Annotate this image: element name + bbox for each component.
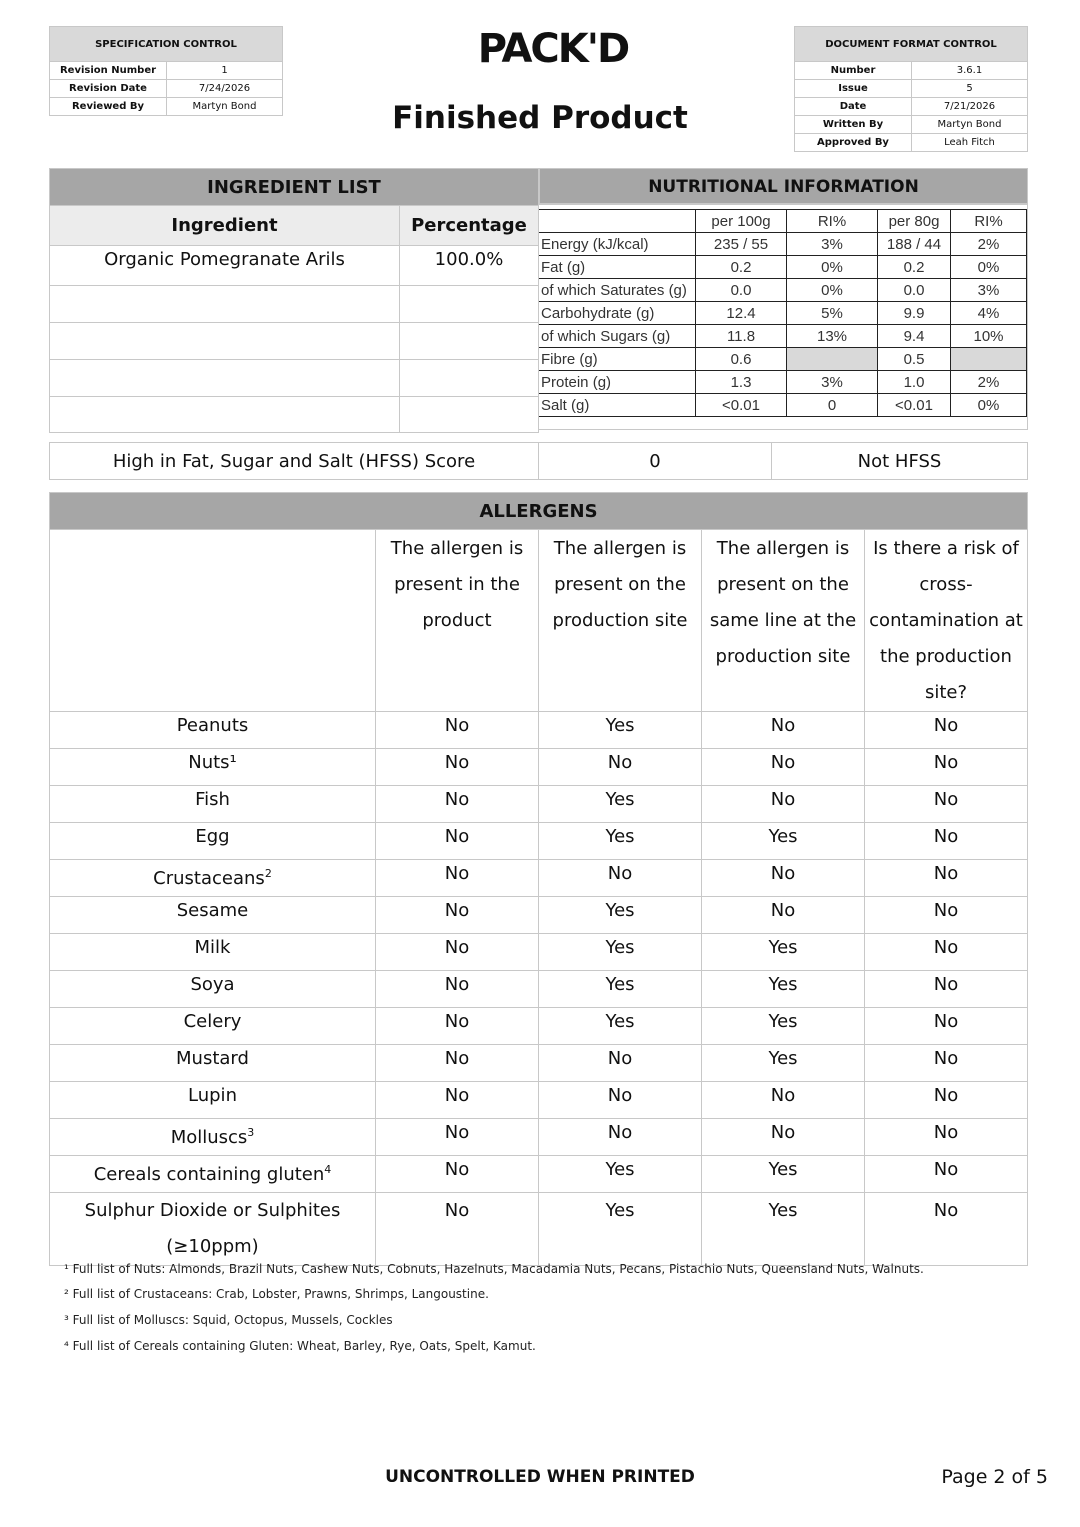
allergen-name-cell (50, 1119, 376, 1156)
footnote-nuts: ¹ Full list of Nuts: Almonds, Brazil Nuts, Cashew Nuts, Cobnuts, Hazelnuts, Macadamia Nuts, Pecans, Pistachio Nuts, Queensland Nuts, Walnuts. (64, 1262, 924, 1276)
ingredient-row (50, 360, 539, 397)
allergen-name-cell (50, 1156, 376, 1193)
footnote-crustaceans: ² Full list of Crustaceans: Crab, Lobster, Prawns, Shrimps, Langoustine. (64, 1287, 489, 1301)
reviewed-by-value: Martyn Bond (167, 98, 283, 116)
allergen-name: Sesame (50, 897, 376, 934)
ingredient-list-title: INGREDIENT LIST (50, 169, 539, 206)
ingredient-name (50, 360, 400, 397)
doc-control-row (795, 80, 1028, 98)
allergen-value: No (376, 1156, 539, 1193)
nutrient-per80: <0.01 (878, 394, 951, 417)
allergen-footnote-ref: 3 (247, 1126, 255, 1139)
nutrient-per100: 1.3 (696, 371, 787, 394)
uncontrolled-notice: UNCONTROLLED WHEN PRINTED (385, 1467, 695, 1487)
ingredient-percentage (400, 323, 539, 360)
ingredient-name (50, 323, 400, 360)
nutrient-per80: 0.5 (878, 348, 951, 371)
nutrient-per100: 12.4 (696, 302, 787, 325)
allergen-value: Yes (539, 1156, 702, 1193)
nutrition-header-per100: per 100g (696, 210, 787, 233)
ingredient-row (50, 286, 539, 323)
allergen-value: No (865, 971, 1028, 1008)
allergen-value: No (376, 749, 539, 786)
nutrient-label: Energy (kJ/kcal) (539, 233, 696, 256)
allergen-value: No (865, 1193, 1028, 1266)
allergen-value: No (539, 1119, 702, 1156)
allergen-name: Peanuts (50, 712, 376, 749)
allergen-value: No (376, 1008, 539, 1045)
nutrient-ri100 (787, 348, 878, 371)
written-by-value: Martyn Bond (912, 116, 1028, 134)
approved-by-label: Approved By (795, 134, 912, 152)
allergen-value: No (376, 1082, 539, 1119)
nutrition-header-ri100: RI% (787, 210, 878, 233)
doc-issue-label: Issue (795, 80, 912, 98)
reviewed-by-label: Reviewed By (50, 98, 167, 116)
allergen-col-present-site: The allergen is present on the production site (539, 530, 702, 712)
allergen-footnote-ref: 2 (264, 867, 272, 880)
allergen-value: No (376, 786, 539, 823)
allergen-value: No (865, 712, 1028, 749)
nutrient-ri80: 3% (951, 279, 1027, 302)
nutrition-row (539, 256, 1027, 279)
nutrient-ri100: 3% (787, 371, 878, 394)
page-number: Page 2 of 5 (941, 1466, 1048, 1488)
allergen-value: No (539, 860, 702, 897)
allergens-title: ALLERGENS (50, 493, 1028, 530)
allergen-name: Cereals containing gluten (93, 1164, 325, 1185)
allergen-name: Celery (50, 1008, 376, 1045)
nutrient-label: Salt (g) (539, 394, 696, 417)
allergen-name-col-header (50, 530, 376, 712)
allergen-value: No (865, 823, 1028, 860)
allergen-value: No (865, 1082, 1028, 1119)
allergen-row (50, 897, 1028, 934)
spec-control-title: SPECIFICATION CONTROL (50, 27, 283, 62)
nutrition-header-per80: per 80g (878, 210, 951, 233)
allergen-col-present-product: The allergen is present in the product (376, 530, 539, 712)
allergen-value: No (865, 1008, 1028, 1045)
allergen-value: No (376, 1193, 539, 1266)
spec-control-table (49, 26, 283, 116)
allergen-value: Yes (702, 1045, 865, 1082)
allergen-value: No (865, 934, 1028, 971)
nutrient-per80: 0.2 (878, 256, 951, 279)
nutrient-per80: 0.0 (878, 279, 951, 302)
allergen-name: Soya (50, 971, 376, 1008)
allergen-value: Yes (539, 934, 702, 971)
allergen-value: No (865, 1045, 1028, 1082)
nutrition-row (539, 348, 1027, 371)
allergen-value: No (539, 749, 702, 786)
ingredient-table (49, 168, 539, 433)
nutrition-row (539, 371, 1027, 394)
nutrient-ri100: 0 (787, 394, 878, 417)
allergen-row (50, 712, 1028, 749)
nutrition-row (539, 302, 1027, 325)
allergen-name: Milk (50, 934, 376, 971)
allergen-name: Egg (50, 823, 376, 860)
spec-control-row (50, 62, 283, 80)
allergen-value: Yes (702, 823, 865, 860)
allergen-value: No (865, 1156, 1028, 1193)
written-by-label: Written By (795, 116, 912, 134)
allergen-value: Yes (539, 1008, 702, 1045)
nutrient-ri100: 0% (787, 256, 878, 279)
allergen-row (50, 1156, 1028, 1193)
allergen-name: Crustaceans (153, 868, 265, 889)
allergen-value: No (539, 1045, 702, 1082)
allergen-value: No (702, 712, 865, 749)
nutrition-header-blank (539, 210, 696, 233)
ingredient-row (50, 323, 539, 360)
ingredient-name (50, 286, 400, 323)
nutrition-title: NUTRITIONAL INFORMATION (539, 168, 1028, 204)
doc-number-label: Number (795, 62, 912, 80)
nutrient-ri80: 0% (951, 394, 1027, 417)
hfss-result: Not HFSS (772, 443, 1028, 480)
allergen-value: Yes (539, 897, 702, 934)
footnote-molluscs: ³ Full list of Molluscs: Squid, Octopus, Mussels, Cockles (64, 1313, 393, 1327)
allergen-row (50, 934, 1028, 971)
allergen-value: No (376, 1119, 539, 1156)
nutrient-label: Fat (g) (539, 256, 696, 279)
nutrient-label: Carbohydrate (g) (539, 302, 696, 325)
allergen-name: Molluscs (170, 1127, 248, 1148)
allergen-value: No (376, 712, 539, 749)
allergen-value: No (702, 1082, 865, 1119)
allergen-value: No (376, 934, 539, 971)
nutrient-label: of which Sugars (g) (539, 325, 696, 348)
doc-control-table (794, 26, 1028, 152)
nutrient-per100: 11.8 (696, 325, 787, 348)
allergen-value: Yes (702, 934, 865, 971)
doc-issue-value: 5 (912, 80, 1028, 98)
allergen-value: Yes (702, 1193, 865, 1266)
allergen-name: Nuts¹ (50, 749, 376, 786)
allergen-value: Yes (539, 786, 702, 823)
ingredient-row (50, 397, 539, 433)
percentage-col-header: Percentage (400, 206, 539, 246)
allergen-col-same-line: The allergen is present on the same line at the production site (702, 530, 865, 712)
allergen-row (50, 823, 1028, 860)
nutrition-table (539, 209, 1027, 417)
hfss-table (49, 442, 1028, 480)
ingredient-row (50, 246, 539, 286)
nutrient-per80: 1.0 (878, 371, 951, 394)
allergen-value: No (702, 749, 865, 786)
nutrient-ri100: 5% (787, 302, 878, 325)
revision-date-value: 7/24/2026 (167, 80, 283, 98)
footnote-cereals: ⁴ Full list of Cereals containing Gluten: Wheat, Barley, Rye, Oats, Spelt, Kamut. (64, 1339, 536, 1353)
brand-logo: PACK'D (477, 26, 629, 72)
allergen-row (50, 749, 1028, 786)
nutrient-label: of which Saturates (g) (539, 279, 696, 302)
doc-number-value: 3.6.1 (912, 62, 1028, 80)
allergen-value: No (865, 749, 1028, 786)
allergen-col-cross-contamination: Is there a risk of cross-contamination at the production site? (865, 530, 1028, 712)
ingredient-percentage: 100.0% (400, 246, 539, 286)
nutrient-per80: 9.4 (878, 325, 951, 348)
nutrition-panel (539, 204, 1028, 430)
allergen-value: Yes (702, 971, 865, 1008)
nutrient-ri80 (951, 348, 1027, 371)
nutrient-per100: 0.6 (696, 348, 787, 371)
ingredient-percentage (400, 286, 539, 323)
allergen-value: No (865, 786, 1028, 823)
allergen-value: No (865, 1119, 1028, 1156)
ingredient-percentage (400, 397, 539, 433)
allergens-table (49, 492, 1028, 1266)
allergen-name: Sulphur Dioxide or Sulphites (≥10ppm) (50, 1193, 376, 1266)
nutrient-ri80: 2% (951, 233, 1027, 256)
nutrition-row (539, 233, 1027, 256)
allergen-footnote-ref: 4 (324, 1163, 332, 1176)
allergen-value: No (702, 1119, 865, 1156)
hfss-label: High in Fat, Sugar and Salt (HFSS) Score (50, 443, 539, 480)
nutrient-per100: 0.0 (696, 279, 787, 302)
allergen-value: Yes (702, 1008, 865, 1045)
nutrient-label: Fibre (g) (539, 348, 696, 371)
allergen-value: No (865, 860, 1028, 897)
nutrient-ri80: 4% (951, 302, 1027, 325)
nutrition-row (539, 394, 1027, 417)
hfss-score: 0 (539, 443, 772, 480)
spec-control-row (50, 80, 283, 98)
revision-number-label: Revision Number (50, 62, 167, 80)
ingredient-name (50, 397, 400, 433)
allergen-value: No (376, 897, 539, 934)
allergen-value: Yes (702, 1156, 865, 1193)
doc-control-row (795, 98, 1028, 116)
allergen-name-cell (50, 860, 376, 897)
allergen-name: Fish (50, 786, 376, 823)
allergen-value: Yes (539, 712, 702, 749)
ingredient-col-header: Ingredient (50, 206, 400, 246)
allergen-row (50, 860, 1028, 897)
approved-by-value: Leah Fitch (912, 134, 1028, 152)
doc-control-row (795, 62, 1028, 80)
doc-date-value: 7/21/2026 (912, 98, 1028, 116)
allergen-value: No (539, 1082, 702, 1119)
allergen-value: No (702, 786, 865, 823)
nutrition-row (539, 279, 1027, 302)
nutrient-ri100: 13% (787, 325, 878, 348)
nutrient-ri80: 0% (951, 256, 1027, 279)
allergen-row (50, 1082, 1028, 1119)
allergen-value: Yes (539, 971, 702, 1008)
allergen-row (50, 1119, 1028, 1156)
nutrient-ri100: 3% (787, 233, 878, 256)
ingredient-percentage (400, 360, 539, 397)
allergen-value: No (376, 1045, 539, 1082)
allergen-name: Lupin (50, 1082, 376, 1119)
allergen-row (50, 1008, 1028, 1045)
nutrient-ri80: 10% (951, 325, 1027, 348)
doc-control-row (795, 116, 1028, 134)
page-title: Finished Product (392, 100, 688, 136)
doc-control-title: DOCUMENT FORMAT CONTROL (795, 27, 1028, 62)
nutrient-per100: 235 / 55 (696, 233, 787, 256)
allergen-value: No (376, 823, 539, 860)
allergen-name: Mustard (50, 1045, 376, 1082)
nutrition-header-ri80: RI% (951, 210, 1027, 233)
revision-number-value: 1 (167, 62, 283, 80)
nutrient-per80: 9.9 (878, 302, 951, 325)
nutrient-ri80: 2% (951, 371, 1027, 394)
revision-date-label: Revision Date (50, 80, 167, 98)
allergen-value: No (702, 860, 865, 897)
allergen-row (50, 1193, 1028, 1266)
allergen-value: No (376, 971, 539, 1008)
nutrition-row (539, 325, 1027, 348)
allergen-row (50, 1045, 1028, 1082)
doc-date-label: Date (795, 98, 912, 116)
ingredient-name: Organic Pomegranate Arils (50, 246, 400, 286)
nutrient-per100: <0.01 (696, 394, 787, 417)
allergen-value: No (702, 897, 865, 934)
allergen-row (50, 786, 1028, 823)
allergen-value: Yes (539, 1193, 702, 1266)
allergen-value: Yes (539, 823, 702, 860)
allergen-value: No (865, 897, 1028, 934)
nutrient-per80: 188 / 44 (878, 233, 951, 256)
spec-control-row (50, 98, 283, 116)
nutrient-label: Protein (g) (539, 371, 696, 394)
doc-control-row (795, 134, 1028, 152)
allergen-row (50, 971, 1028, 1008)
nutrient-ri100: 0% (787, 279, 878, 302)
nutrient-per100: 0.2 (696, 256, 787, 279)
allergen-value: No (376, 860, 539, 897)
